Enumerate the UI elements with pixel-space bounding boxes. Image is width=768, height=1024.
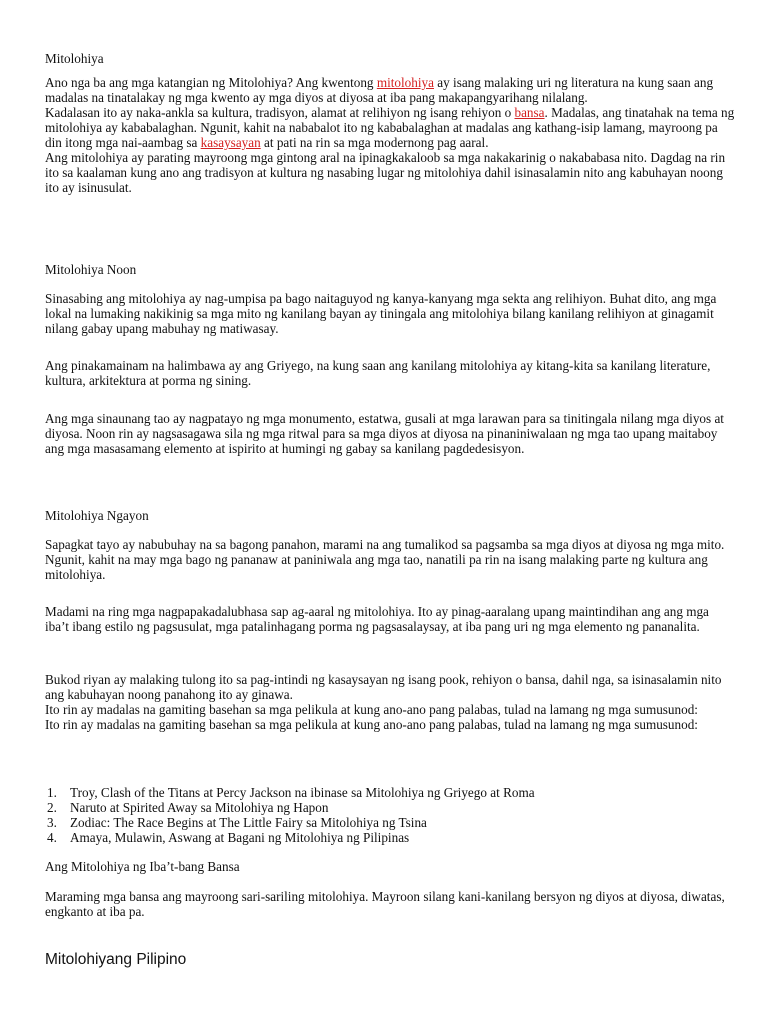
paragraph-ngayon-1: Sapagkat tayo ay nabubuhay na sa bagong panahon, marami na ang tumalikod sa pagsamba sa mga diyos at diyosa ng mga mito. Ngunit, kahit na may mga bago ng pananaw at paniniwala ang mga tao, nanatili pa rin na isang malaking parte ng kultura ang mitolohiya. [45, 537, 725, 582]
paragraph-noon-3: Ang mga sinaunang tao ay nagpatayo ng mga monumento, estatwa, gusali at mga larawan para sa tinitingala nilang mga diyos at diyosa. Noon rin ay nagsasagawa sila ng mga ritwal para sa mga diyos at diyosa na pinaniniwalaan ng mga tao upang maitaboy ang mga masasamang elemento at ispirito at humingi ng gabay sa kanilang pagdedesisyon. [45, 411, 724, 456]
paragraph-intro: Ano nga ba ang mga katangian ng Mitolohiya? Ang kwentong mitolohiya ay isang malaking uri ng literatura na kung saan ang madalas na tinatalakay ng mga kwento ay mga diyos at diyosa at iba pang makapangyarihang nilalang. Kadalasan ito ay naka-ankla sa kultura, tradisyon, alamat at relihiyon ng isang rehiyon o bansa. Madalas, ang tinatahak na tema ng mitolohiya ay kababalaghan. Ngunit, kahit na nababalot ito ng kababalaghan at madalas ang kathang-isip lamang, mayroong pa din itong mga nai-aambag sa kasaysayan at pati na rin sa mga modernong pag aaral. Ang mitolohiya ay parating mayroong mga gintong aral na ipinagkakaloob sa mga nakakarinig o nakababasa nito. Dagdag na rin ito sa kaalaman kung ano ang tradisyon at kultura ng nasabing lugar ng mitolohiya dahil isinasalamin nito ang kabuhayan noong ito ay isinusulat. [45, 75, 735, 195]
list-item: 2. Naruto at Spirited Away sa Mitolohiya ng Hapon [47, 800, 329, 815]
section-title-mitolohiya-ngayon: Mitolohiya Ngayon [45, 508, 149, 523]
section-title-mitolohiya-noon: Mitolohiya Noon [45, 262, 137, 277]
paragraph-noon-1: Sinasabing ang mitolohiya ay nag-umpisa pa bago naitaguyod ng kanya-kanyang mga sekta ang relihiyon. Buhat dito, ang mga lokal na lumaking nakikinig sa mga mito ng kanilang bayan ay tiningala ang mitolohiya bilang kanilang relihiyon at ginagamit nilang gabay upang mabuhay ng matiwasay. [45, 291, 717, 336]
paragraph-iba-bang-bansa: Maraming mga bansa ang mayroong sari-sariling mitolohiya. Mayroon silang kani-kanilang bersyon ng diyos at diyosa, diwatas, engkanto at iba pa. [45, 889, 725, 919]
paragraph-noon-2: Ang pinakamainam na halimbawa ay ang Griyego, na kung saan ang kanilang mitolohiya ay kitang-kita sa kanilang literature, kultura, arkitektura at porma ng sining. [45, 358, 711, 388]
list-item: 3. Zodiac: The Race Begins at The Little Fairy sa Mitolohiya ng Tsina [47, 815, 427, 830]
examples-list [45, 785, 735, 845]
link-bansa[interactable]: bansa [514, 105, 545, 120]
heading-mitolohiyang-pilipino: Mitolohiyang Pilipino [45, 951, 187, 968]
list-item: 1. Troy, Clash of the Titans at Percy Jackson na ibinase sa Mitolohiya ng Griyego at Roma [47, 785, 535, 800]
list-item: 4. Amaya, Mulawin, Aswang at Bagani ng Mitolohiya ng Pilipinas [47, 830, 410, 845]
section-title-iba-bang-bansa: Ang Mitolohiya ng Iba’t-bang Bansa [45, 859, 240, 874]
paragraph-ngayon-2: Madami na ring mga nagpapakadalubhasa sap ag-aaral ng mitolohiya. Ito ay pinag-aaralang upang maintindihan ang ang mga iba’t ibang estilo ng pagsusulat, mga patalinhagang porma ng pagsasalaysay, at iba pang uri ng mga elemento ng pananalita. [45, 604, 709, 634]
link-mitolohiya[interactable]: mitolohiya [376, 75, 434, 90]
link-kasaysayan[interactable]: kasaysayan [200, 135, 261, 150]
paragraph-ngayon-3: Bukod riyan ay malaking tulong ito sa pag-intindi ng kasaysayan ng isang pook, rehiyon o bansa, dahil nga, sa isinasalamin nito ang kabuhayan noong panahong ito ay ginawa. Ito rin ay madalas na gamiting basehan sa mga pelikula at kung ano-ano pang palabas, tulad na lamang ng mga sumusunod: Ito rin ay madalas na gamiting basehan sa mga pelikula at kung ano-ano pang palabas, tulad na lamang ng mga sumusunod: [45, 672, 722, 732]
section-title-mitolohiya: Mitolohiya [45, 51, 104, 66]
